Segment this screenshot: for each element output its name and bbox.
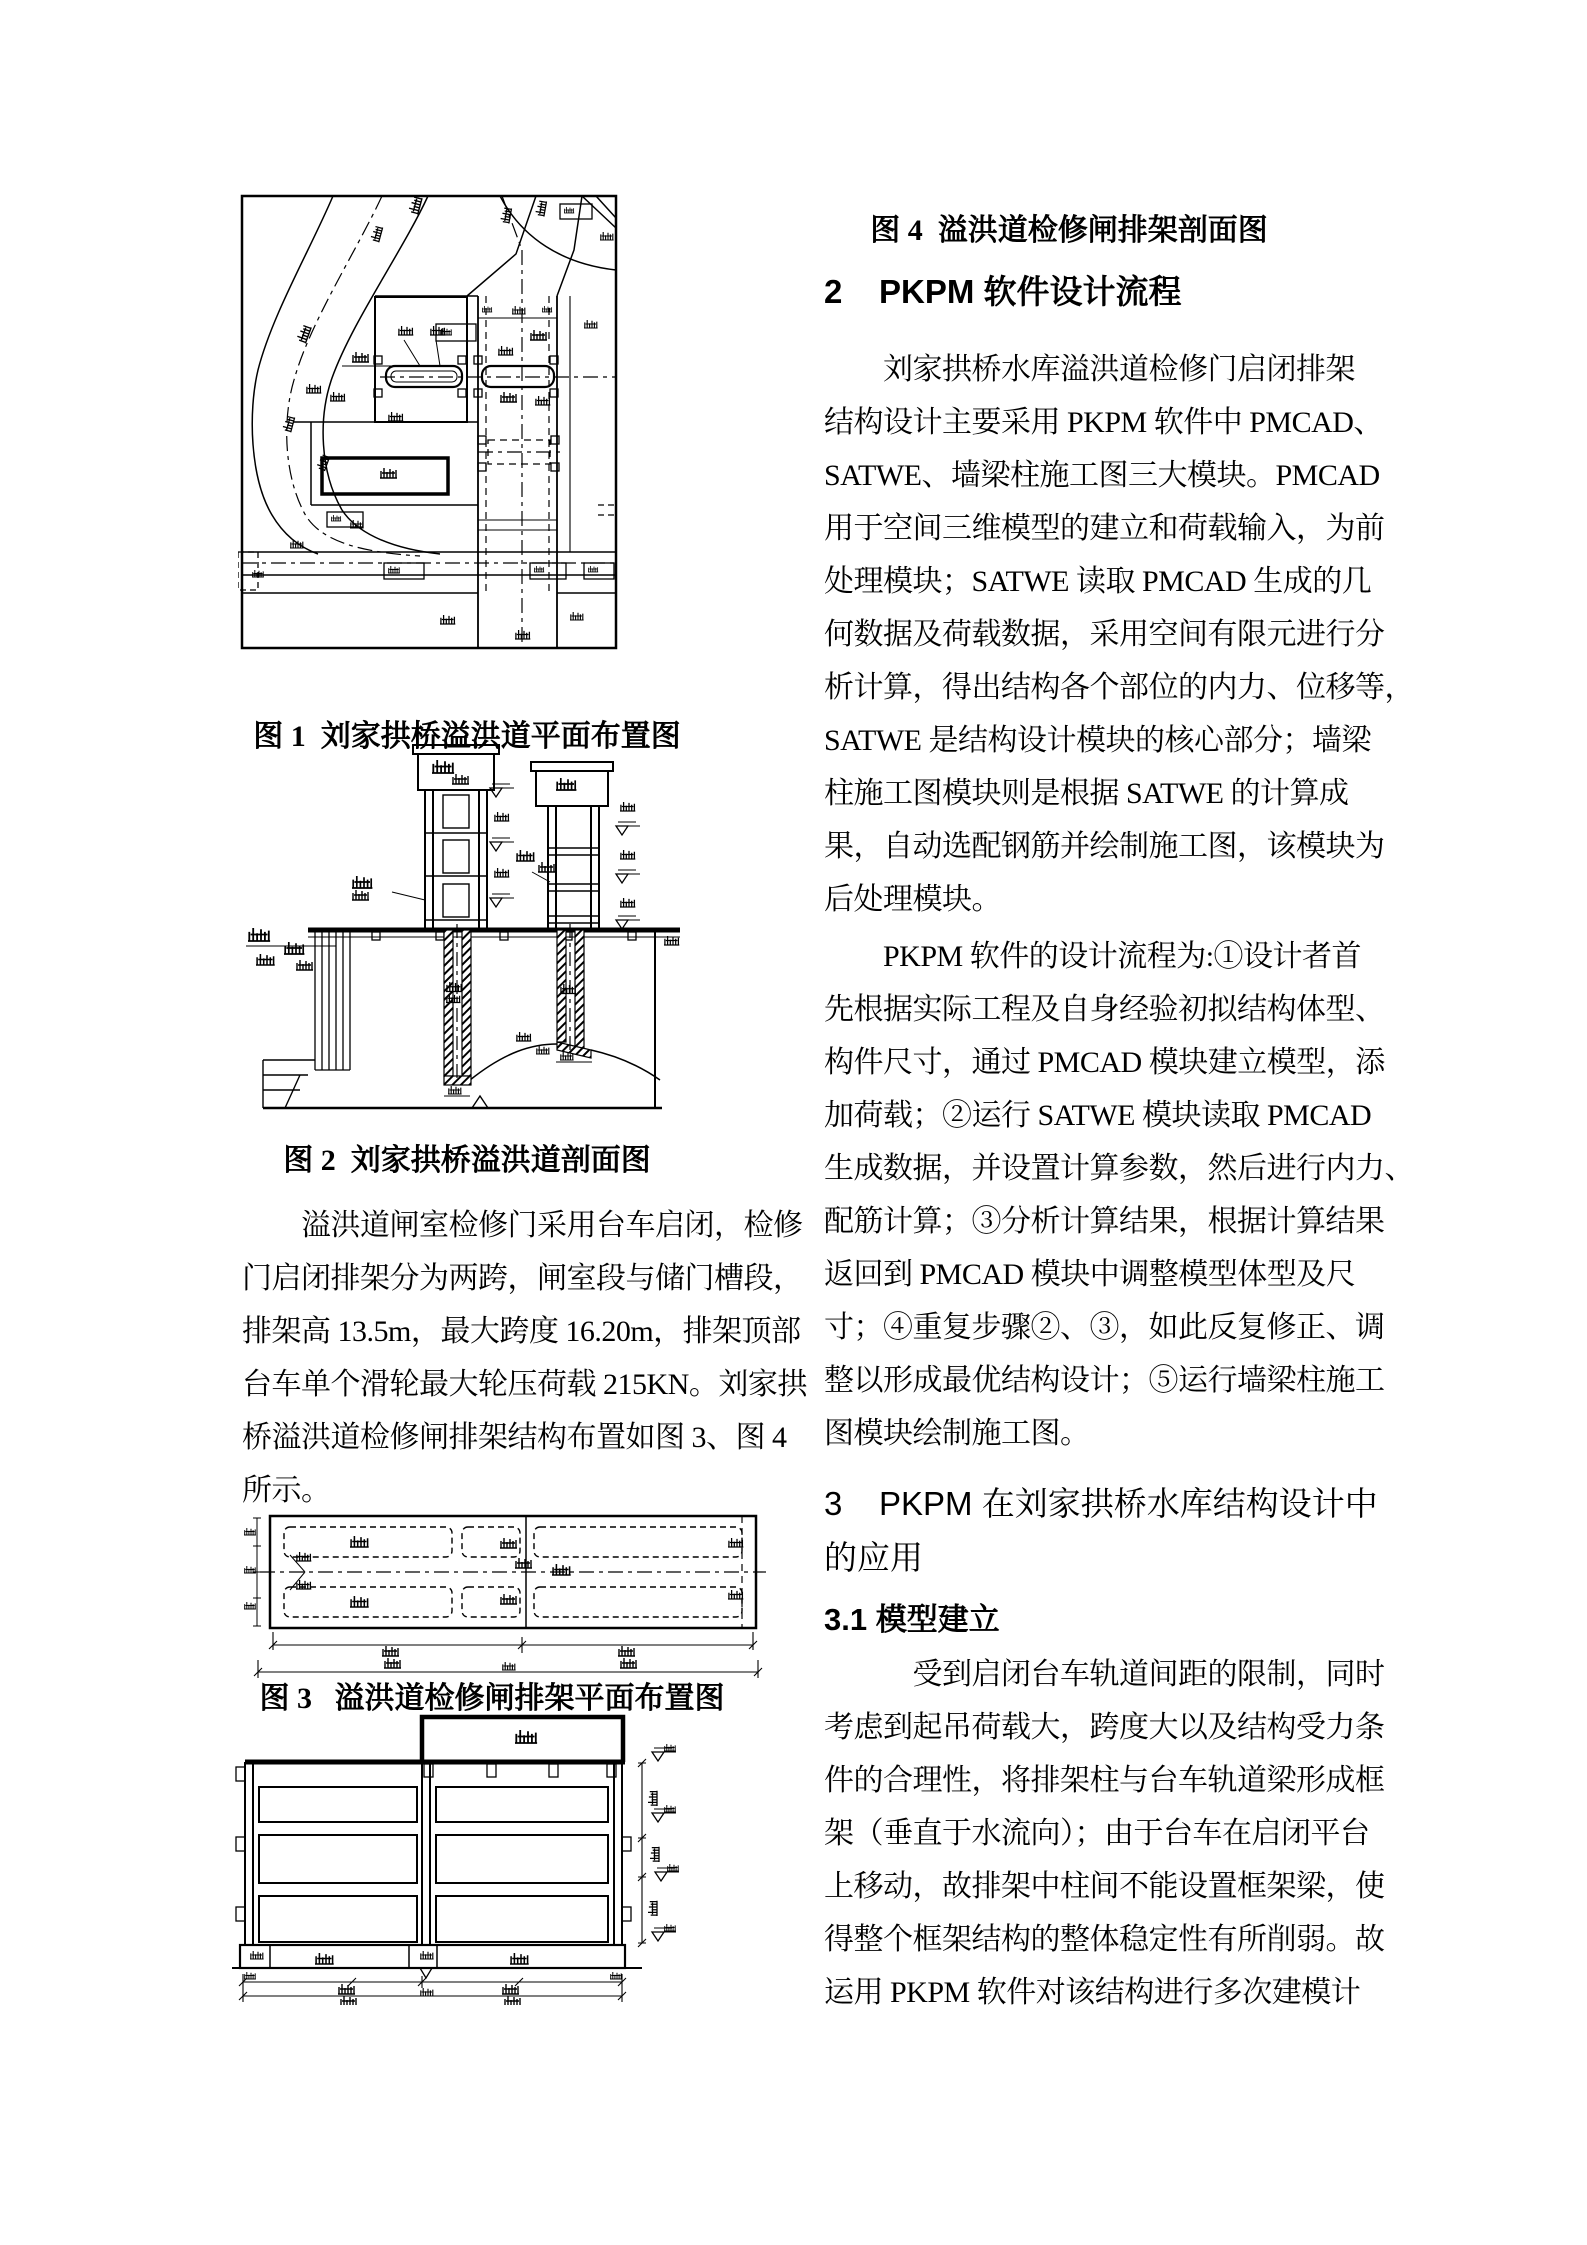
text-line: 刘家拱桥水库溢洪道检修门启闭排架 bbox=[824, 353, 1355, 386]
inlet-transition bbox=[375, 196, 616, 296]
bottom-dimension-lines bbox=[239, 1974, 626, 2002]
curved-road-band bbox=[252, 196, 440, 556]
figure3-frame-plan-drawing bbox=[240, 1512, 770, 1682]
text-line: 果，自动选配钢筋并绘制施工图，该模块为 bbox=[824, 830, 1385, 863]
chord-notches bbox=[424, 1764, 616, 1777]
left-paragraph bbox=[242, 1199, 807, 1517]
text-line: 整以形成最优结构设计；⑤运行墙梁柱施工 bbox=[824, 1364, 1385, 1397]
section31-heading: 3.1 模型建立 bbox=[824, 1602, 1000, 1637]
text-line: 用于空间三维模型的建立和荷载输入，为前 bbox=[824, 512, 1385, 545]
cad-annotation-clusters bbox=[244, 1730, 659, 2005]
text-line: 处理模块；SATWE 读取 PMCAD 生成的几 bbox=[824, 565, 1372, 598]
section3-paragraph bbox=[824, 1648, 1385, 2019]
text-line: 运用 PKPM 软件对该结构进行多次建模计 bbox=[824, 1976, 1361, 2009]
stilling-basin bbox=[293, 422, 616, 515]
foundation-base bbox=[232, 1945, 642, 1978]
bottom-road bbox=[238, 552, 616, 593]
text-line: 溢洪道闸室检修门采用台车启闭，检修 bbox=[242, 1209, 803, 1242]
text-line: 加荷载；②运行 SATWE 模块读取 PMCAD bbox=[824, 1099, 1372, 1132]
text-line: 排架高 13.5m，最大跨度 16.20m，排架顶部 bbox=[242, 1315, 801, 1348]
text-line: PKPM 软件的设计流程为:①设计者首 bbox=[824, 940, 1362, 973]
left-dimension-line bbox=[253, 1518, 261, 1626]
text-line: 柱施工图模块则是根据 SATWE 的计算成 bbox=[824, 777, 1349, 810]
section3-heading bbox=[824, 1477, 1378, 1585]
frame-columns bbox=[245, 1762, 622, 1945]
text-line: 得整个框架结构的整体稳定性有所削弱。故 bbox=[824, 1923, 1385, 1956]
text-line: 后处理模块。 bbox=[824, 883, 1001, 916]
right-dimension-line bbox=[638, 1759, 646, 1947]
bottom-dimension-lines bbox=[254, 1632, 762, 1678]
text-line: 返回到 PMCAD 模块中调整模型体型及尺 bbox=[824, 1258, 1356, 1291]
service-gate bbox=[478, 436, 563, 471]
spillway-channel bbox=[478, 196, 570, 648]
text-line: 所示。 bbox=[242, 1474, 331, 1507]
text-line: 构件尺寸，通过 PMCAD 模块建立模型，添 bbox=[824, 1046, 1385, 1079]
text-line: 架（垂直于水流向）；由于台车在启闭平台 bbox=[824, 1817, 1370, 1850]
section2-paragraph2 bbox=[824, 930, 1414, 1460]
top-hoist-beam-box bbox=[422, 1717, 623, 1762]
text-line: 析计算，得出结构各个部位的内力、位移等， bbox=[824, 671, 1414, 704]
text-line: 图模块绘制施工图。 bbox=[824, 1417, 1090, 1450]
text-line: 先根据实际工程及自身经验初拟结构体型、 bbox=[824, 993, 1385, 1026]
figure4-frame-elevation-drawing bbox=[232, 1710, 688, 2005]
figure3-caption: 图 3 溢洪道检修闸排架平面布置图 bbox=[259, 1682, 725, 1715]
heading-line: 的应用 bbox=[824, 1539, 923, 1576]
text-line: 台车单个滑轮最大轮压荷载 215KN。刘家拱 bbox=[242, 1368, 807, 1401]
figure2-caption: 图 2 刘家拱桥溢洪道剖面图 bbox=[283, 1144, 651, 1177]
column-tabs bbox=[236, 1767, 631, 1921]
level-marks bbox=[652, 1744, 679, 1941]
section2-heading: 2 PKPM 软件设计流程 bbox=[824, 273, 1182, 310]
text-line: 门启闭排架分为两跨，闸室段与储门槽段， bbox=[242, 1262, 803, 1295]
text-line: 配筋计算；③分析计算结果，根据计算结果 bbox=[824, 1205, 1385, 1238]
text-line: 结构设计主要采用 PKPM 软件中 PMCAD、 bbox=[824, 406, 1383, 439]
text-line: 上移动，故排架中柱间不能设置框架梁，使 bbox=[824, 1870, 1385, 1903]
text-line: SATWE、墙梁柱施工图三大模块。PMCAD bbox=[824, 459, 1380, 492]
figure4-caption: 图 4 溢洪道检修闸排架剖面图 bbox=[870, 214, 1268, 247]
frame-openings bbox=[259, 1787, 608, 1942]
text-line: 件的合理性，将排架柱与台车轨道梁形成框 bbox=[824, 1764, 1385, 1797]
text-line: 何数据及荷载数据，采用空间有限元进行分 bbox=[824, 618, 1385, 651]
gate-slot-left-hatched bbox=[444, 924, 471, 1096]
text-line: 受到启闭台车轨道间距的限制，同时 bbox=[824, 1658, 1385, 1691]
cad-annotation-clusters bbox=[244, 1528, 743, 1670]
figure2-spillway-section-drawing bbox=[240, 742, 702, 1138]
wing-wall-hatch bbox=[315, 930, 350, 1070]
text-line: 生成数据，并设置计算参数，然后进行内力、 bbox=[824, 1152, 1414, 1185]
figure1-spillway-plan-drawing bbox=[238, 191, 620, 653]
text-line: SATWE 是结构设计模块的核心部分；墙梁 bbox=[824, 724, 1371, 757]
text-line: 寸；④重复步骤②、③，如此反复修正、调 bbox=[824, 1311, 1385, 1344]
text-line: 桥溢洪道检修闸排架结构布置如图 3、图 4 bbox=[242, 1421, 787, 1454]
section2-paragraph1 bbox=[824, 343, 1414, 926]
heading-line: 3 PKPM 在刘家拱桥水库结构设计中 bbox=[824, 1485, 1378, 1522]
figure1-caption: 图 1 刘家拱桥溢洪道平面布置图 bbox=[253, 720, 681, 753]
left-hoist-tower bbox=[413, 745, 499, 930]
text-line: 考虑到起吊荷载大，跨度大以及结构受力条 bbox=[824, 1711, 1385, 1744]
hoist-platform bbox=[308, 930, 680, 940]
cad-annotation-clusters bbox=[252, 196, 614, 639]
gate-chamber-block bbox=[374, 297, 616, 422]
